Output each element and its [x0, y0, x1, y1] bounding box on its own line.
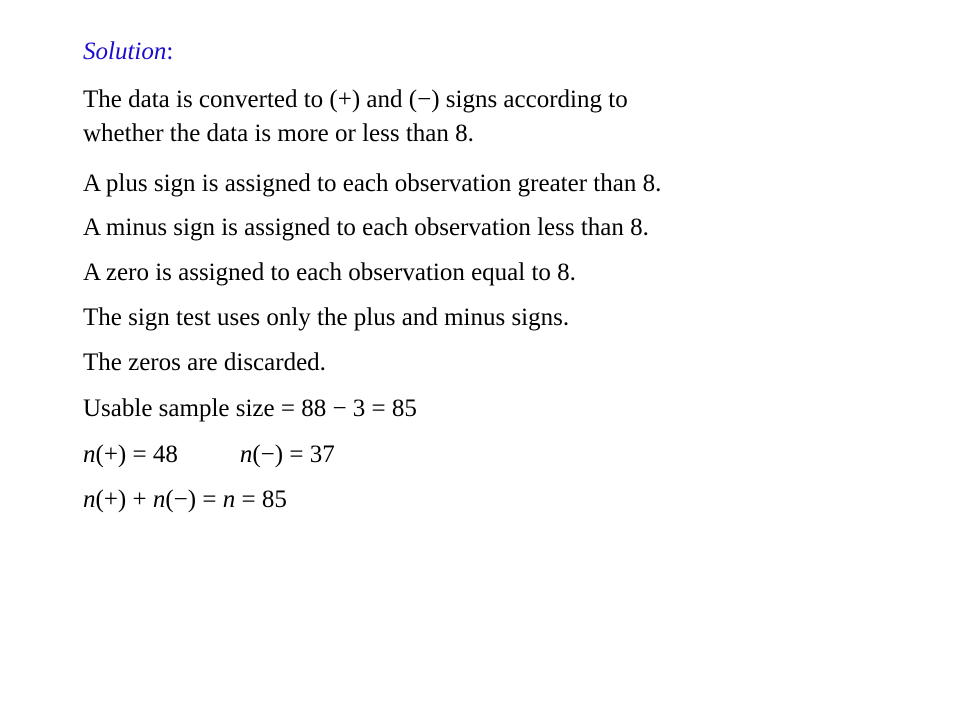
sum-line [83, 484, 287, 515]
minus-count-variable: n [239, 441, 253, 468]
counts-line [83, 439, 335, 470]
paragraph-conversion-line-2: whether the data is more or less than 8. [83, 120, 474, 147]
sum-plus-part: (+) + [95, 486, 153, 513]
plus-count-variable: n [83, 441, 96, 468]
solution-heading [83, 36, 173, 67]
paragraph-plus-sign: A plus sign is assigned to each observation greater than 8. [83, 170, 662, 197]
minus-count-value: (−) = 37 [252, 441, 335, 468]
sum-n-plus: n [83, 486, 96, 513]
sum-n-total: n [222, 486, 236, 513]
sum-minus-part: (−) = [165, 486, 223, 513]
solution-colon: : [166, 38, 174, 65]
plus-count-value: (+) = 48 [95, 441, 178, 468]
sum-total-part: = 85 [235, 486, 287, 513]
paragraph-sign-test: The sign test uses only the plus and minus signs. [83, 304, 570, 331]
sum-n-minus: n [152, 486, 166, 513]
paragraph-zeros-discarded: The zeros are discarded. [83, 349, 326, 376]
paragraph-minus-sign: A minus sign is assigned to each observation less than 8. [83, 214, 649, 241]
paragraph-conversion-line-1: The data is converted to (+) and (−) signs according to [83, 86, 628, 113]
paragraph-usable-sample: Usable sample size = 88 − 3 = 85 [83, 395, 417, 422]
paragraph-zero: A zero is assigned to each observation equal to 8. [83, 259, 576, 286]
solution-word: Solution [83, 38, 167, 65]
